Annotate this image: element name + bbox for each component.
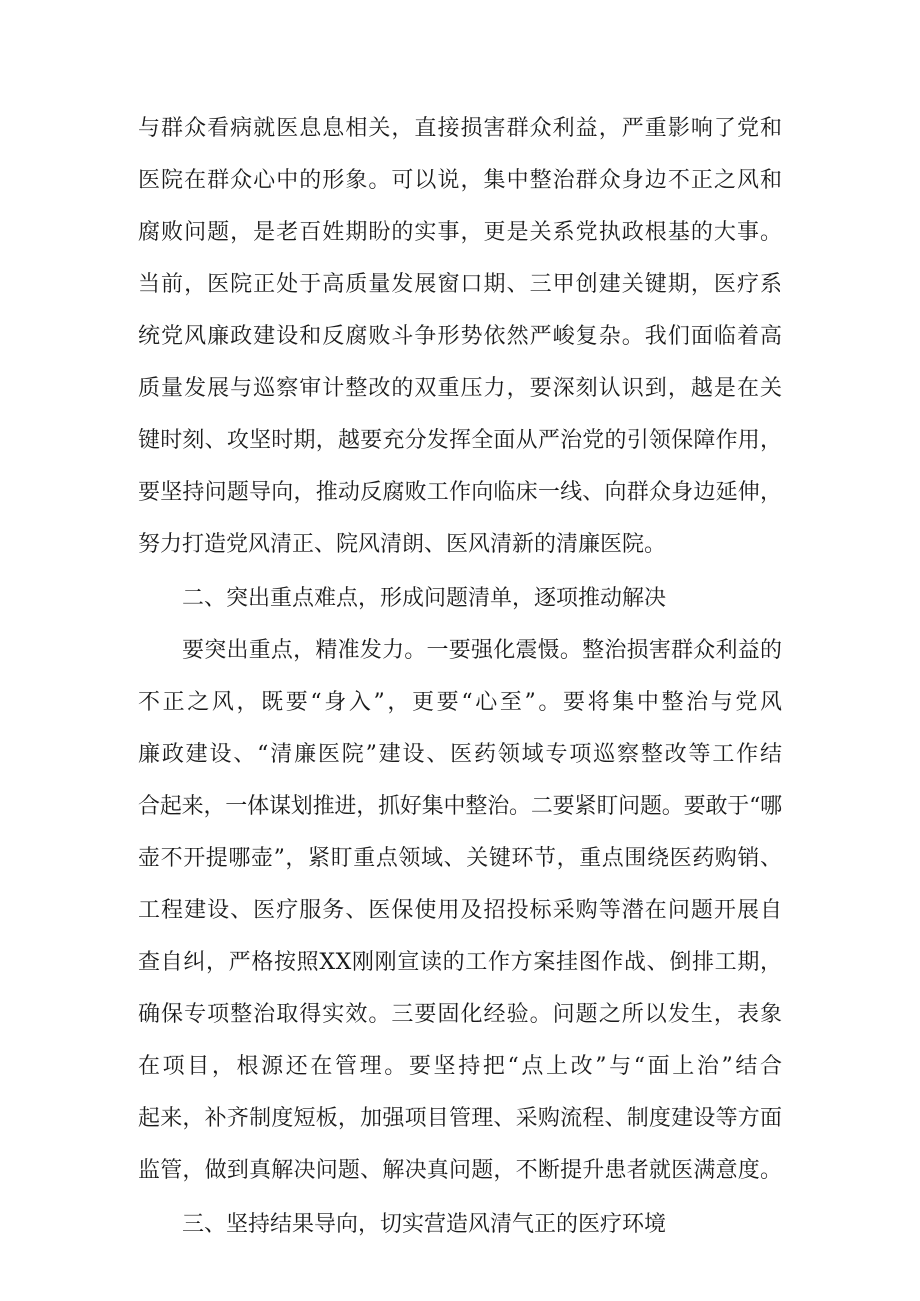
text-line: 确保专项整治取得实效。三要固化经验。问题之所以发生，表象 [138, 1002, 784, 1027]
text-line: 腐败问题，是老百姓期盼的实事，更是关系党执政根基的大事。 [138, 220, 784, 245]
text-line: 查自纠，严格按照XX刚刚宣读的工作方案挂图作战、倒排工期， [138, 950, 783, 975]
text-line: 当前，医院正处于高质量发展窗口期、三甲创建关键期，医疗系 [138, 272, 784, 297]
text-line: 在项目，根源还在管理。要坚持把“点上改”与“面上治”结合 [138, 1054, 785, 1079]
text-line: 键时刻、攻坚时期，越要充分发挥全面从严治党的引领保障作用， [138, 428, 783, 453]
text-line: 监管，做到真解决问题、解决真问题，不断提升患者就医满意度。 [138, 1158, 783, 1183]
text-line: 合起来，一体谋划推进，抓好集中整治。二要紧盯问题。要敢于“哪 [138, 794, 782, 819]
text-line: 起来，补齐制度短板，加强项目管理、采购流程、制度建设等方面 [138, 1106, 783, 1131]
text-line: 工程建设、医疗服务、医保使用及招投标采购等潜在问题开展自 [138, 898, 784, 923]
text-line: 努力打造党风清正、院风清朗、医风清新的清廉医院。 [138, 532, 667, 557]
text-line: 廉政建设、“清廉医院”建设、医药领域专项巡察整改等工作结 [138, 742, 784, 767]
section-heading: 三、坚持结果导向，切实营造风清气正的医疗环境 [182, 1212, 667, 1237]
text-line: 质量发展与巡察审计整改的双重压力，要深刻认识到，越是在关 [138, 376, 784, 401]
text-line: 统党风廉政建设和反腐败斗争形势依然严峻复杂。我们面临着高 [138, 324, 784, 349]
text-line: 壶不开提哪壶”，紧盯重点领域、关键环节，重点围绕医药购销、 [138, 846, 783, 871]
section-heading: 二、突出重点难点，形成问题清单，逐项推动解决 [182, 586, 667, 611]
text-line: 要坚持问题导向，推动反腐败工作向临床一线、向群众身边延伸， [138, 480, 783, 505]
text-line: 不正之风，既要“身入”，更要“心至”。要将集中整治与党风 [138, 690, 785, 715]
text-line: 与群众看病就医息息相关，直接损害群众利益，严重影响了党和 [138, 116, 784, 141]
text-line: 医院在群众心中的形象。可以说，集中整治群众身边不正之风和 [138, 168, 784, 193]
text-line: 要突出重点，精准发力。一要强化震慑。整治损害群众利益的 [182, 638, 783, 663]
